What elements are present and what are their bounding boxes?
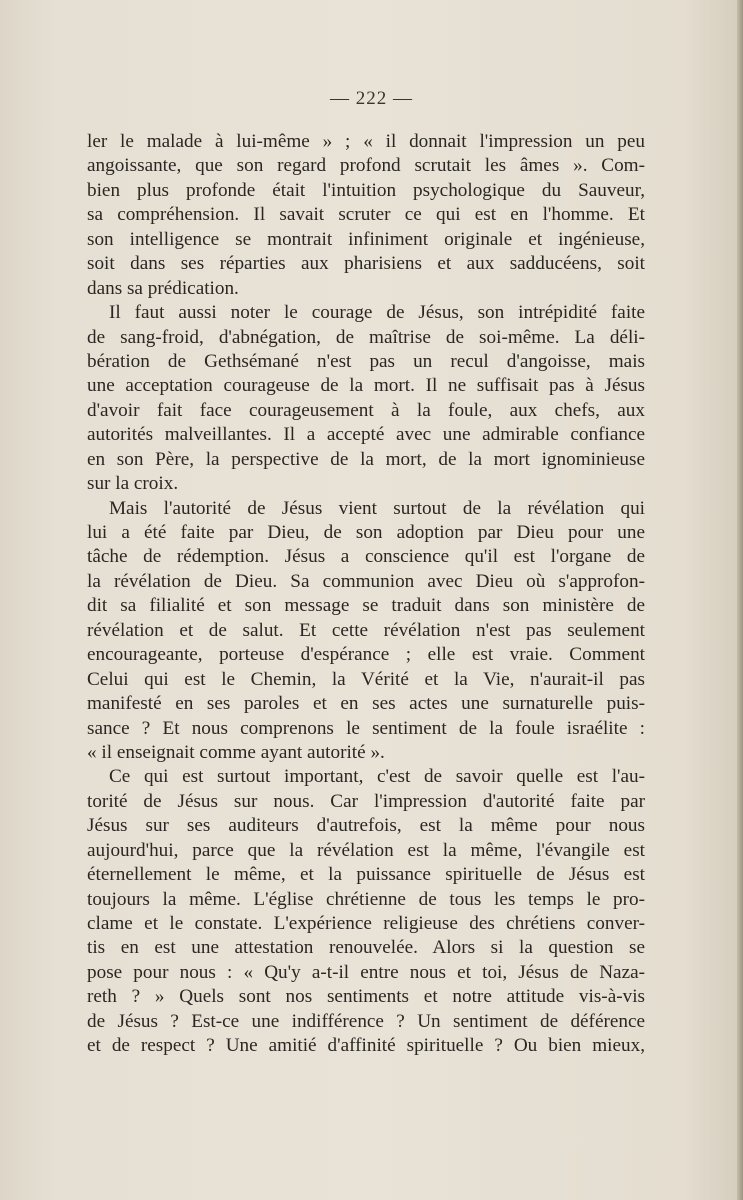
text-line: sa compréhension. Il savait scruter ce qui est en l'homme. Et — [87, 204, 645, 226]
text-line: reth ? » Quels sont nos sentiments et notre attitude vis-à-vis — [87, 986, 645, 1008]
text-line: manifesté en ses paroles et en ses actes une surnaturelle puis- — [87, 693, 645, 715]
text-line: sur la croix. — [87, 473, 179, 495]
text-line: encourageante, porteuse d'espérance ; elle est vraie. Comment — [87, 644, 645, 666]
text-line: tis en est une attestation renouvelée. Alors si la question se — [87, 937, 645, 959]
text-line: clame et le constate. L'expérience religieuse des chrétiens conver- — [87, 913, 645, 934]
paragraph — [87, 130, 645, 301]
text-line: en son Père, la perspective de la mort, de la mort ignominieuse — [87, 448, 645, 470]
text-line: une acceptation courageuse de la mort. Il ne suffisait pas à Jésus — [87, 375, 645, 397]
text-line: dans sa prédication. — [87, 277, 239, 299]
text-line: pose pour nous : « Qu'y a-t-il entre nous et toi, Jésus de Naza- — [87, 961, 645, 983]
text-line: « il enseignait comme ayant autorité ». — [87, 741, 385, 763]
text-line: de sang-froid, d'abnégation, de maîtrise de soi-même. La déli- — [87, 326, 645, 348]
page-number: — 222 — — [330, 88, 413, 109]
text-line: autorités malveillantes. Il a accepté avec une admirable confiance — [87, 424, 645, 446]
text-line: d'avoir fait face courageusement à la foule, aux chefs, aux — [87, 399, 645, 421]
text-line: éternellement le même, et la puissance spirituelle de Jésus est — [87, 864, 645, 886]
text-line: soit dans ses réparties aux pharisiens et aux sadducéens, soit — [87, 253, 645, 275]
text-line: la révélation de Dieu. Sa communion avec Dieu où s'approfon- — [87, 570, 645, 592]
text-line: Jésus sur ses auditeurs d'autrefois, est la même pour nous — [87, 815, 645, 837]
body-text — [87, 130, 645, 1059]
text-line: lui a été faite par Dieu, de son adoption par Dieu pour une — [87, 522, 645, 543]
text-line: bération de Gethsémané n'est pas un recul d'angoisse, mais — [87, 350, 645, 372]
text-line: tâche de rédemption. Jésus a conscience qu'il est l'organe de — [87, 546, 645, 568]
text-line: de Jésus ? Est-ce une indifférence ? Un sentiment de déférence — [87, 1010, 645, 1032]
page-edge-shadow — [737, 0, 743, 1200]
text-line: révélation et de salut. Et cette révélation n'est pas seulement — [87, 619, 645, 641]
text-line: Mais l'autorité de Jésus vient surtout de la révélation qui — [109, 497, 645, 519]
text-line: et de respect ? Une amitié d'affinité spirituelle ? Ou bien mieux, — [87, 1035, 645, 1057]
paragraph — [87, 765, 645, 1058]
paragraph — [87, 497, 645, 766]
text-line: dit sa filialité et son message se traduit dans son ministère de — [87, 595, 645, 617]
text-line: sance ? Et nous comprenons le sentiment de la foule israélite : — [87, 717, 645, 739]
text-line: angoissante, que son regard profond scrutait les âmes ». Com- — [87, 155, 645, 177]
text-line: Celui qui est le Chemin, la Vérité et la Vie, n'aurait-il pas — [87, 668, 645, 690]
paragraph — [87, 301, 645, 497]
text-line: torité de Jésus sur nous. Car l'impression d'autorité faite par — [87, 790, 645, 812]
text-line: bien plus profonde était l'intuition psychologique du Sauveur, — [87, 179, 645, 201]
text-line: ler le malade à lui-même » ; « il donnait l'impression un peu — [87, 131, 645, 152]
text-line: toujours la même. L'église chrétienne de tous les temps le pro- — [87, 888, 645, 910]
text-line: Il faut aussi noter le courage de Jésus, son intrépidité faite — [109, 302, 645, 324]
text-line: son intelligence se montrait infiniment originale et ingénieuse, — [87, 228, 645, 250]
text-line: aujourd'hui, parce que la révélation est la même, l'évangile est — [87, 839, 645, 861]
text-line: Ce qui est surtout important, c'est de savoir quelle est l'au- — [109, 766, 645, 788]
